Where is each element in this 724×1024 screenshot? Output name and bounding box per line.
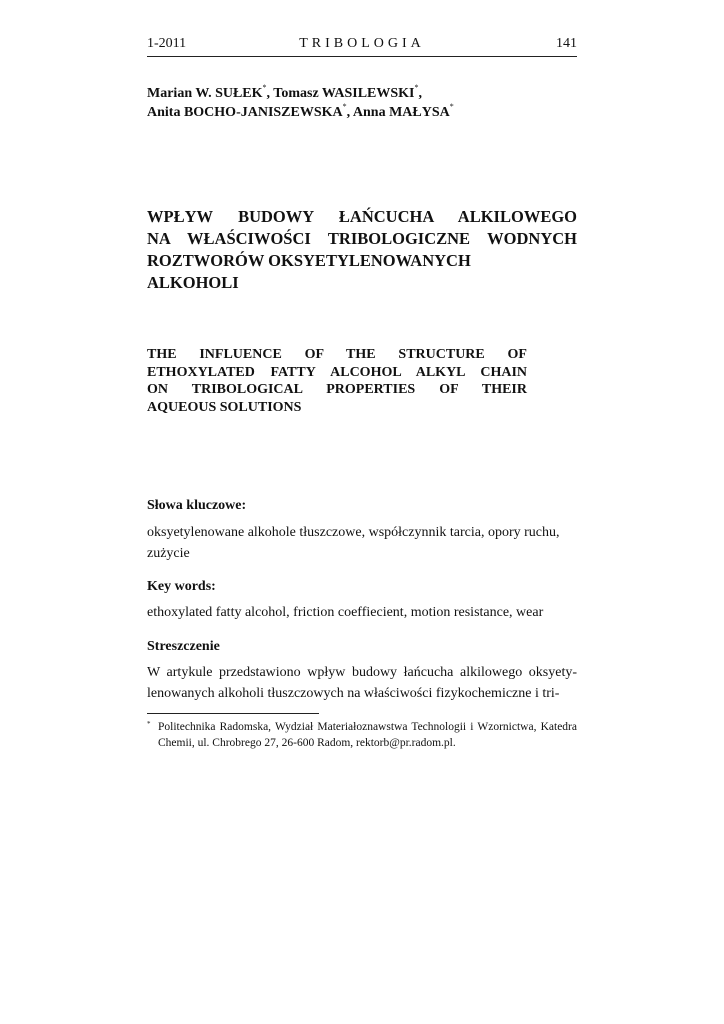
- running-header: [147, 35, 577, 55]
- keywords-pl-heading: Słowa kluczowe:: [147, 498, 247, 513]
- author-separator: ,: [266, 86, 274, 101]
- author-name: Anna MAŁYSA: [352, 105, 450, 120]
- author-separator: ,: [346, 105, 353, 120]
- author-separator: ,: [418, 86, 422, 101]
- title-line: WPŁYW BUDOWY ŁAŃCUCHA ALKILOWEGO: [147, 207, 577, 226]
- author-line-1: [147, 84, 577, 103]
- issue-number: 1-2011: [147, 36, 187, 51]
- abstract-heading: Streszczenie: [147, 639, 220, 654]
- author-name: Marian W. SUŁEK: [147, 86, 263, 101]
- affiliation-marker: *: [414, 83, 419, 92]
- affiliation-marker: *: [449, 102, 454, 111]
- title-line: THE INFLUENCE OF THE STRUCTURE OF: [147, 347, 527, 362]
- keywords-pl-text: oksyetylenowane alkohole tłuszczowe, współczynnik tarcia, opory ruchu, zużycie: [147, 525, 560, 561]
- header-rule: [147, 56, 577, 57]
- page-number: 141: [556, 36, 577, 51]
- footnote-rule: [147, 713, 319, 714]
- author-list: [147, 84, 577, 122]
- title-line: ETHOXYLATED FATTY ALCOHOL ALKYL CHAIN: [147, 364, 527, 380]
- title-line: ON TRIBOLOGICAL PROPERTIES OF THEIR: [147, 382, 527, 397]
- footnote-text: Politechnika Radomska, Wydział Materiałoznawstwa Technologii i Wzornictwa, Katedra Chemii, ul. Chrobrego 27, 26-600 Radom, rektorb@pr.radom.pl.: [158, 721, 577, 749]
- keywords-en-text: ethoxylated fatty alcohol, friction coeffiecient, motion resistance, wear: [147, 605, 544, 620]
- author-line-2: [147, 103, 577, 122]
- affiliation-marker: *: [262, 83, 267, 92]
- author-name: Anita BOCHO-JANISZEWSKA: [147, 105, 343, 120]
- title-english: [147, 346, 527, 416]
- journal-name: TRIBOLOGIA: [299, 36, 425, 51]
- affiliation-footnote: [147, 720, 577, 751]
- title-line: ROZTWORÓW OKSYETYLENOWANYCH: [147, 251, 471, 270]
- footnote-marker: *: [147, 720, 151, 728]
- title-line: ALKOHOLI: [147, 273, 239, 292]
- title-polish: [147, 206, 577, 294]
- author-name: Tomasz WASILEWSKI: [273, 86, 415, 101]
- title-line: AQUEOUS SOLUTIONS: [147, 399, 302, 415]
- title-line: NA WŁAŚCIWOŚCI TRIBOLOGICZNE WODNYCH: [147, 229, 577, 248]
- abstract-text: W artykule przedstawiono wpływ budowy łańcucha alkilowego oksyety-lenowanych alkoholi tłuszczowych na właściwości fizykochemiczne i tri-: [147, 665, 577, 701]
- affiliation-marker: *: [342, 102, 347, 111]
- keywords-en-heading: Key words:: [147, 579, 216, 594]
